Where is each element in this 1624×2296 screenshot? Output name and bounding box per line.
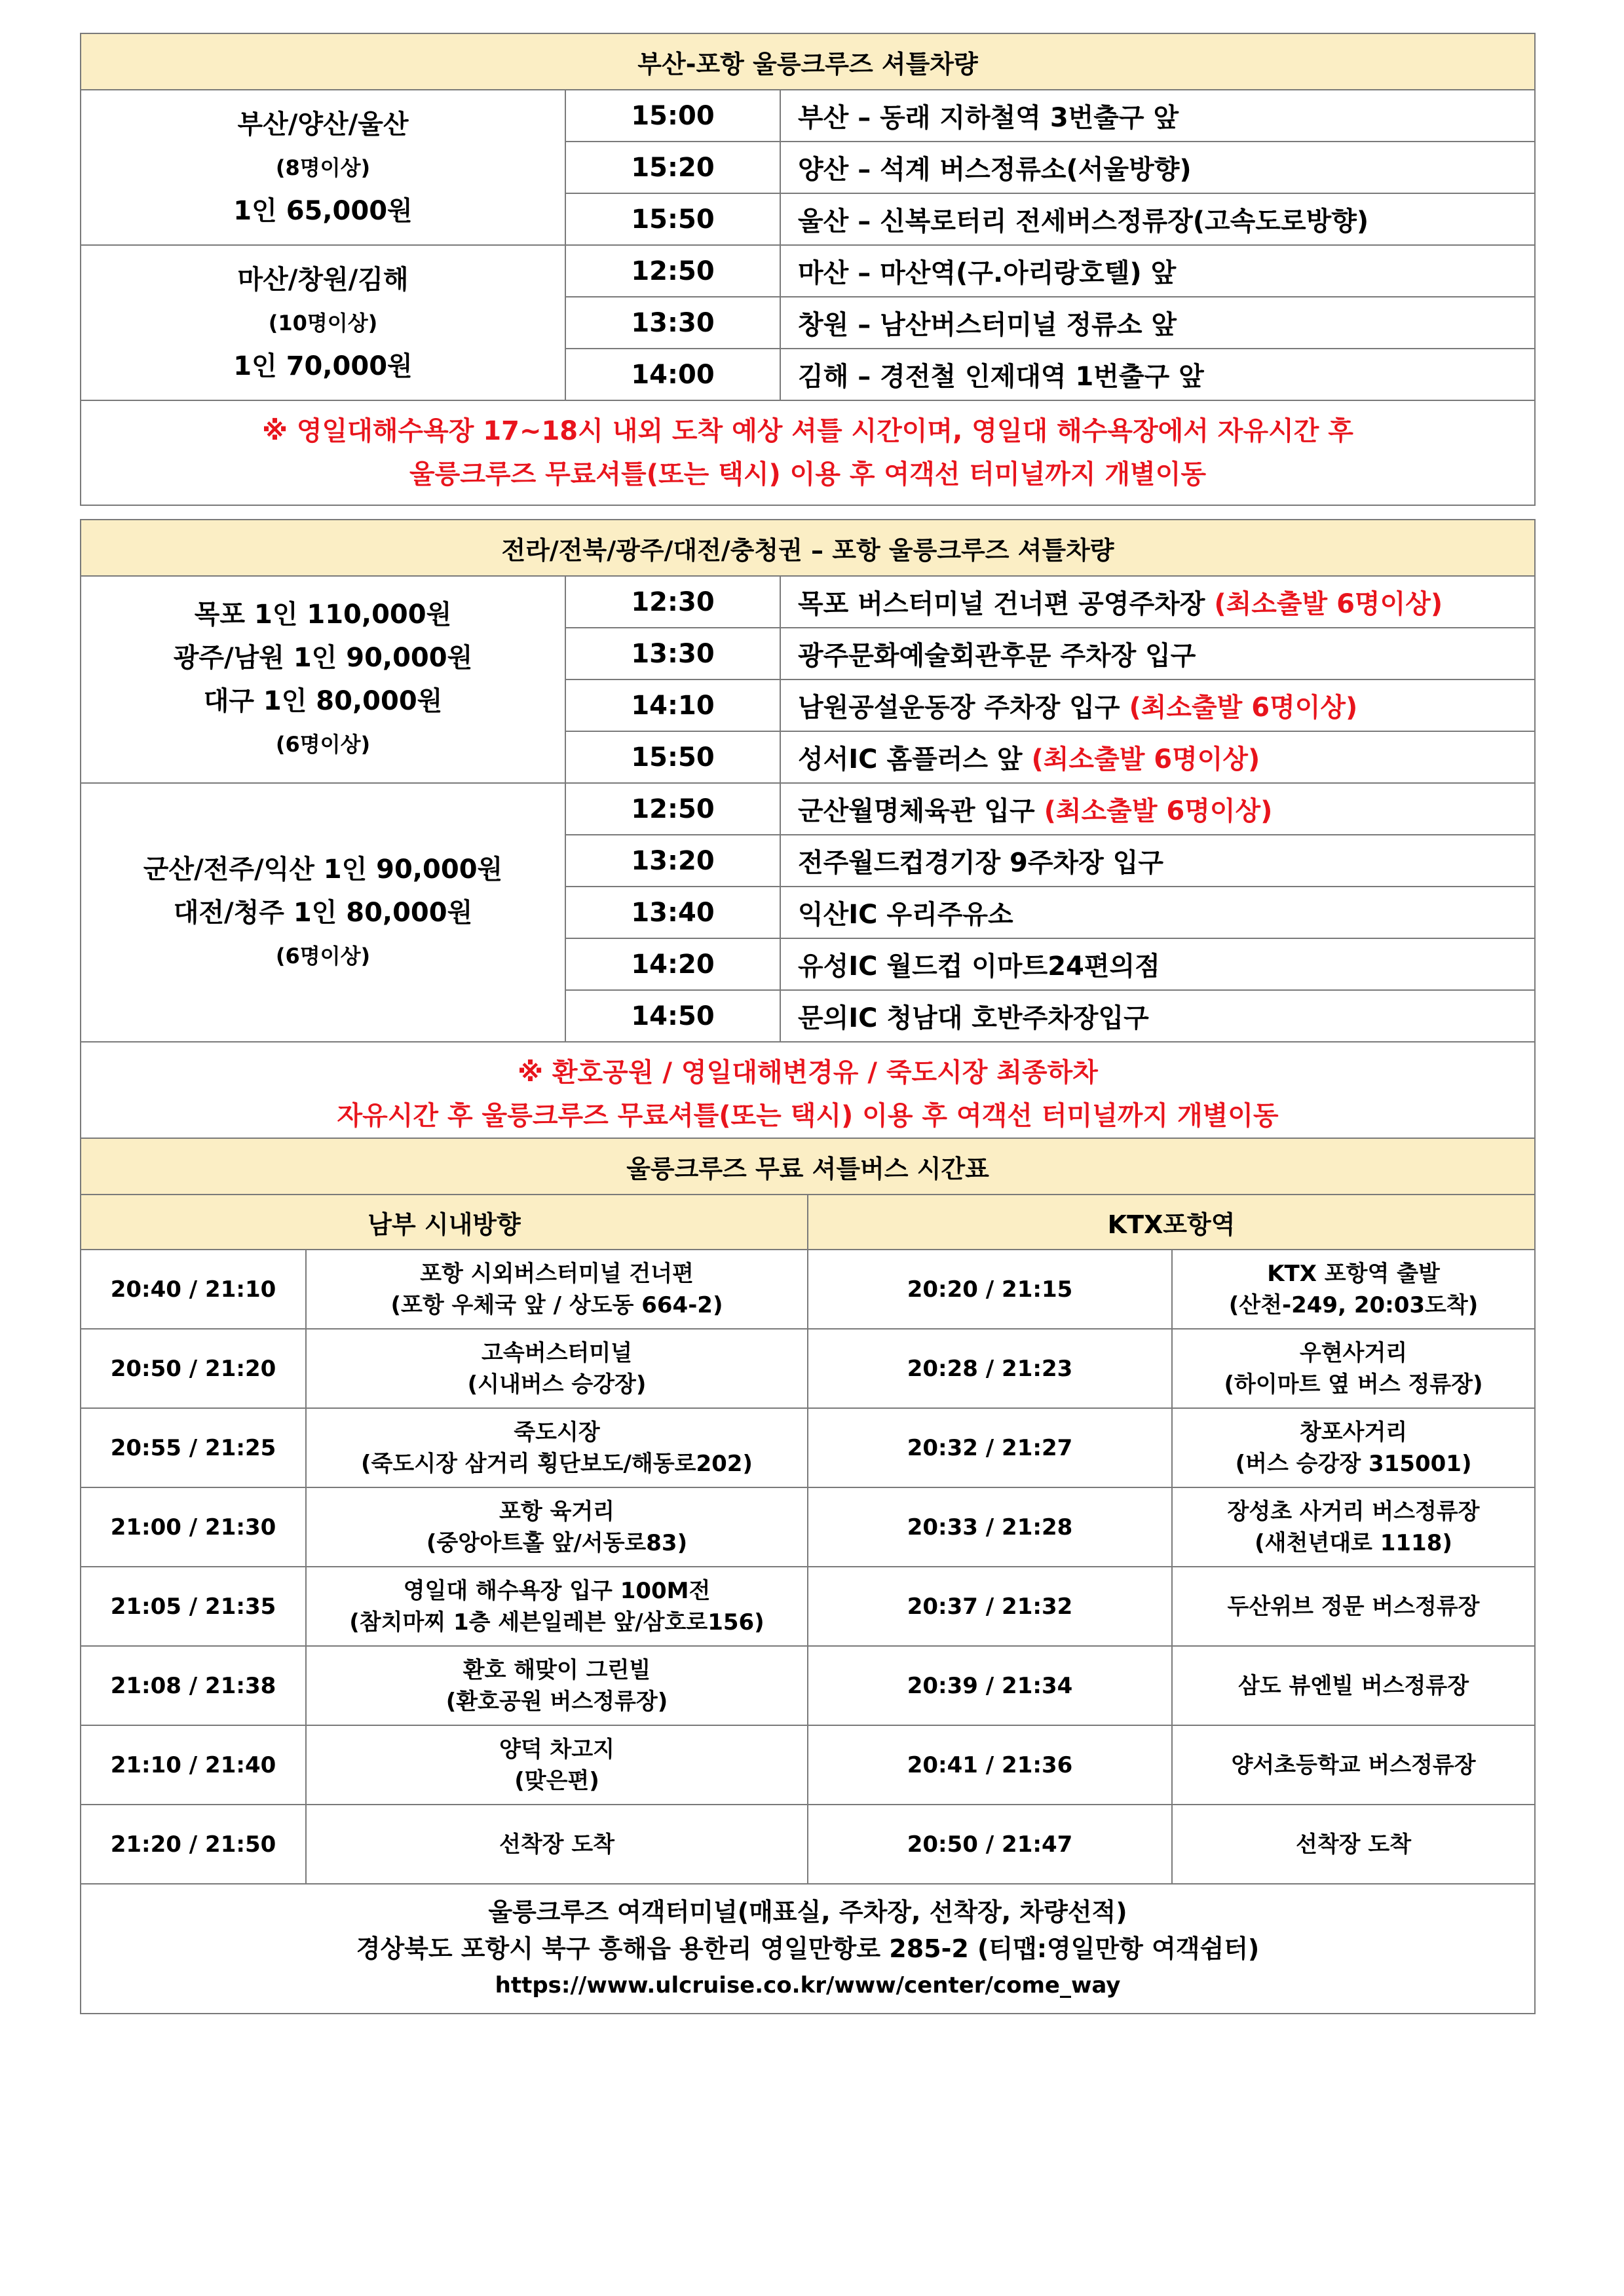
stop-time: 12:50 [565, 245, 780, 297]
stop-place: 양산 – 석계 버스정류소(서울방향) [780, 142, 1535, 193]
south-route-stop [306, 1250, 808, 1329]
ktx-route-stop [1172, 1487, 1535, 1567]
group-line: 군산/전주/익산 1인 90,000원 [143, 854, 503, 885]
note-line: ※ 환호공원 / 영일대해변경유 / 죽도시장 최종하차 [518, 1058, 1098, 1088]
shuttle-row [81, 1487, 1535, 1567]
stop-place [780, 783, 1535, 835]
stop-name: 포항 시외버스터미널 건너편 [420, 1260, 694, 1287]
group-price: 1인 70,000원 [233, 351, 413, 381]
group-gunsan-jeonju-daejeon [81, 783, 565, 1042]
stop-name: KTX 포항역 출발 [1267, 1260, 1440, 1287]
stop-place-text: 남원공설운동장 주차장 입구 [798, 693, 1120, 723]
stop-detail: (새천년대로 1118) [1255, 1529, 1452, 1556]
stop-name: 죽도시장 [514, 1419, 600, 1445]
stop-place [780, 938, 1535, 990]
min-departure-tag: (최소출발 6명이상) [1129, 693, 1358, 723]
ktx-route-times: 20:28 / 21:23 [808, 1329, 1172, 1408]
ktx-route-stop [1172, 1567, 1535, 1646]
busan-table-title: 부산-포항 울릉크루즈 셔틀차량 [81, 33, 1535, 90]
stop-time: 15:50 [565, 193, 780, 245]
min-departure-tag: (최소출발 6명이상) [1044, 796, 1273, 826]
south-route-stop [306, 1805, 808, 1884]
stop-name: 우현사거리 [1299, 1339, 1408, 1366]
ktx-route-stop [1172, 1646, 1535, 1725]
stop-name: 선착장 도착 [499, 1831, 615, 1858]
stop-name: 환호 해맞이 그린빌 [463, 1656, 651, 1683]
stop-place-text: 목포 버스터미널 건너편 공영주차장 [798, 589, 1205, 619]
ktx-route-times: 20:20 / 21:15 [808, 1250, 1172, 1329]
stop-place [780, 576, 1535, 628]
stop-time: 12:30 [565, 576, 780, 628]
stop-name: 선착장 도착 [1295, 1831, 1412, 1858]
group-name: 마산/창원/김해 [237, 264, 409, 295]
south-route-times: 20:50 / 21:20 [81, 1329, 306, 1408]
free-shuttle-title: 울릉크루즈 무료 셔틀버스 시간표 [81, 1138, 1535, 1195]
stop-place-text: 문의IC 청남대 호반주차장입구 [798, 1003, 1149, 1033]
stop-place [780, 628, 1535, 679]
stop-detail: (포항 우체국 앞 / 상도동 664-2) [390, 1292, 723, 1318]
stop-place: 부산 – 동래 지하철역 3번출구 앞 [780, 90, 1535, 142]
stop-name: 창포사거리 [1299, 1419, 1408, 1445]
shuttle-row [81, 1250, 1535, 1329]
south-route-times: 21:00 / 21:30 [81, 1487, 306, 1567]
stop-time: 13:30 [565, 297, 780, 349]
shuttle-row [81, 1805, 1535, 1884]
stop-place-text: 익산IC 우리주유소 [798, 900, 1013, 930]
ktx-route-stop [1172, 1725, 1535, 1805]
stop-time: 14:10 [565, 679, 780, 731]
group-mokpo-gwangju-daegu [81, 576, 565, 783]
stop-name: 두산위브 정문 버스정류장 [1227, 1593, 1480, 1620]
terminal-info [81, 1884, 1535, 2014]
jeolla-note [81, 1042, 1535, 1147]
stop-place: 김해 – 경전철 인제대역 1번출구 앞 [780, 349, 1535, 400]
shuttle-row [81, 1567, 1535, 1646]
stop-time: 15:00 [565, 90, 780, 142]
group-min: (8명이상) [275, 155, 371, 180]
stop-place [780, 990, 1535, 1042]
ktx-route-times: 20:41 / 21:36 [808, 1725, 1172, 1805]
jeolla-table-title: 전라/전북/광주/대전/충청권 – 포항 울릉크루즈 셔틀차량 [81, 520, 1535, 576]
group-masan-changwon-gimhae [81, 245, 565, 400]
stop-detail: (중앙아트홀 앞/서동로83) [426, 1529, 688, 1556]
stop-place-text: 성서IC 홈플러스 앞 [798, 744, 1023, 775]
group-min: (10명이상) [268, 310, 378, 335]
stop-place [780, 835, 1535, 887]
jeolla-shuttle-table [80, 519, 1536, 1147]
ktx-route-stop [1172, 1250, 1535, 1329]
stop-place-text: 유성IC 월드컵 이마트24편의점 [798, 951, 1160, 982]
min-departure-tag: (최소출발 6명이상) [1031, 744, 1260, 775]
left-route-header: 남부 시내방향 [81, 1195, 808, 1250]
stop-place-text: 군산월명체육관 입구 [798, 796, 1035, 826]
stop-name: 장성초 사거리 버스정류장 [1227, 1498, 1480, 1525]
note-line: ※ 영일대해수욕장 17~18시 내외 도착 예상 셔틀 시간이며, 영일대 해수욕장에서 자유시간 후 [262, 416, 1353, 446]
stop-time: 13:30 [565, 628, 780, 679]
min-departure-tag: (최소출발 6명이상) [1214, 589, 1443, 619]
south-route-times: 20:40 / 21:10 [81, 1250, 306, 1329]
stop-time: 13:40 [565, 887, 780, 938]
stop-place [780, 731, 1535, 783]
stop-detail: (하이마트 옆 버스 정류장) [1224, 1371, 1483, 1398]
note-line: 자유시간 후 울릉크루즈 무료셔틀(또는 택시) 이용 후 여객선 터미널까지 개별이동 [337, 1101, 1279, 1131]
stop-detail: (시내버스 승강장) [467, 1371, 647, 1398]
stop-time: 14:20 [565, 938, 780, 990]
south-route-stop [306, 1408, 808, 1487]
stop-place: 마산 – 마산역(구.아리랑호텔) 앞 [780, 245, 1535, 297]
stop-detail: (맞은편) [514, 1767, 599, 1794]
ktx-route-times: 20:50 / 21:47 [808, 1805, 1172, 1884]
south-route-times: 21:08 / 21:38 [81, 1646, 306, 1725]
stop-detail: (산천-249, 20:03도착) [1228, 1292, 1479, 1318]
busan-note [81, 400, 1535, 505]
ktx-route-stop [1172, 1329, 1535, 1408]
busan-shuttle-table [80, 33, 1536, 506]
group-name: 부산/양산/울산 [237, 109, 409, 140]
stop-name: 영일대 해수욕장 입구 100M전 [403, 1577, 711, 1604]
ktx-route-times: 20:39 / 21:34 [808, 1646, 1172, 1725]
group-line: 대구 1인 80,000원 [203, 686, 443, 716]
stop-time: 15:50 [565, 731, 780, 783]
south-route-times: 21:05 / 21:35 [81, 1567, 306, 1646]
note-line: 울릉크루즈 무료셔틀(또는 택시) 이용 후 여객선 터미널까지 개별이동 [409, 459, 1206, 489]
stop-time: 15:20 [565, 142, 780, 193]
terminal-address: 경상북도 포항시 북구 흥해읍 용한리 영일만항로 285-2 (티맵:영일만항 여객쉼터) [356, 1934, 1260, 1963]
ktx-route-times: 20:37 / 21:32 [808, 1567, 1172, 1646]
ktx-route-stop [1172, 1805, 1535, 1884]
stop-place: 울산 – 신복로터리 전세버스정류장(고속도로방향) [780, 193, 1535, 245]
group-min: (6명이상) [275, 732, 371, 757]
group-line: 목포 1인 110,000원 [194, 600, 452, 630]
south-route-stop [306, 1329, 808, 1408]
ktx-route-stop [1172, 1408, 1535, 1487]
stop-name: 양서초등학교 버스정류장 [1231, 1751, 1476, 1778]
group-line: 대전/청주 1인 80,000원 [173, 897, 473, 928]
stop-place [780, 679, 1535, 731]
group-price: 1인 65,000원 [233, 195, 413, 226]
stop-detail: (죽도시장 삼거리 횡단보도/해동로202) [361, 1450, 753, 1477]
ktx-route-times: 20:32 / 21:27 [808, 1408, 1172, 1487]
south-route-stop [306, 1725, 808, 1805]
south-route-times: 21:10 / 21:40 [81, 1725, 306, 1805]
south-route-times: 20:55 / 21:25 [81, 1408, 306, 1487]
south-route-times: 21:20 / 21:50 [81, 1805, 306, 1884]
stop-time: 13:20 [565, 835, 780, 887]
stop-place-text: 광주문화예술회관후문 주차장 입구 [798, 641, 1196, 671]
stop-name: 포항 육거리 [499, 1498, 615, 1525]
shuttle-row [81, 1725, 1535, 1805]
group-busan-yangsan-ulsan [81, 90, 565, 245]
right-route-header: KTX포항역 [808, 1195, 1535, 1250]
free-shuttle-table [80, 1138, 1536, 2014]
stop-place: 창원 – 남산버스터미널 정류소 앞 [780, 297, 1535, 349]
stop-detail: (환호공원 버스정류장) [445, 1688, 668, 1715]
group-min: (6명이상) [275, 943, 371, 968]
shuttle-row [81, 1408, 1535, 1487]
stop-detail: (버스 승강장 315001) [1235, 1450, 1472, 1477]
stop-place-text: 전주월드컵경기장 9주차장 입구 [798, 848, 1164, 878]
south-route-stop [306, 1567, 808, 1646]
shuttle-row [81, 1646, 1535, 1725]
ktx-route-times: 20:33 / 21:28 [808, 1487, 1172, 1567]
south-route-stop [306, 1487, 808, 1567]
south-route-stop [306, 1646, 808, 1725]
terminal-url-link[interactable]: https://www.ulcruise.co.kr/www/center/come_way [495, 1972, 1121, 1999]
stop-time: 14:50 [565, 990, 780, 1042]
stop-name: 삼도 뷰엔빌 버스정류장 [1237, 1672, 1469, 1699]
shuttle-row [81, 1329, 1535, 1408]
stop-detail: (참치마찌 1층 세븐일레븐 앞/삼호로156) [349, 1609, 765, 1636]
stop-name: 고속버스터미널 [482, 1339, 632, 1366]
group-line: 광주/남원 1인 90,000원 [173, 643, 473, 673]
terminal-name: 울릉크루즈 여객터미널(매표실, 주차장, 선착장, 차량선적) [488, 1898, 1127, 1926]
stop-name: 양덕 차고지 [499, 1736, 615, 1763]
stop-place [780, 887, 1535, 938]
stop-time: 14:00 [565, 349, 780, 400]
stop-time: 12:50 [565, 783, 780, 835]
